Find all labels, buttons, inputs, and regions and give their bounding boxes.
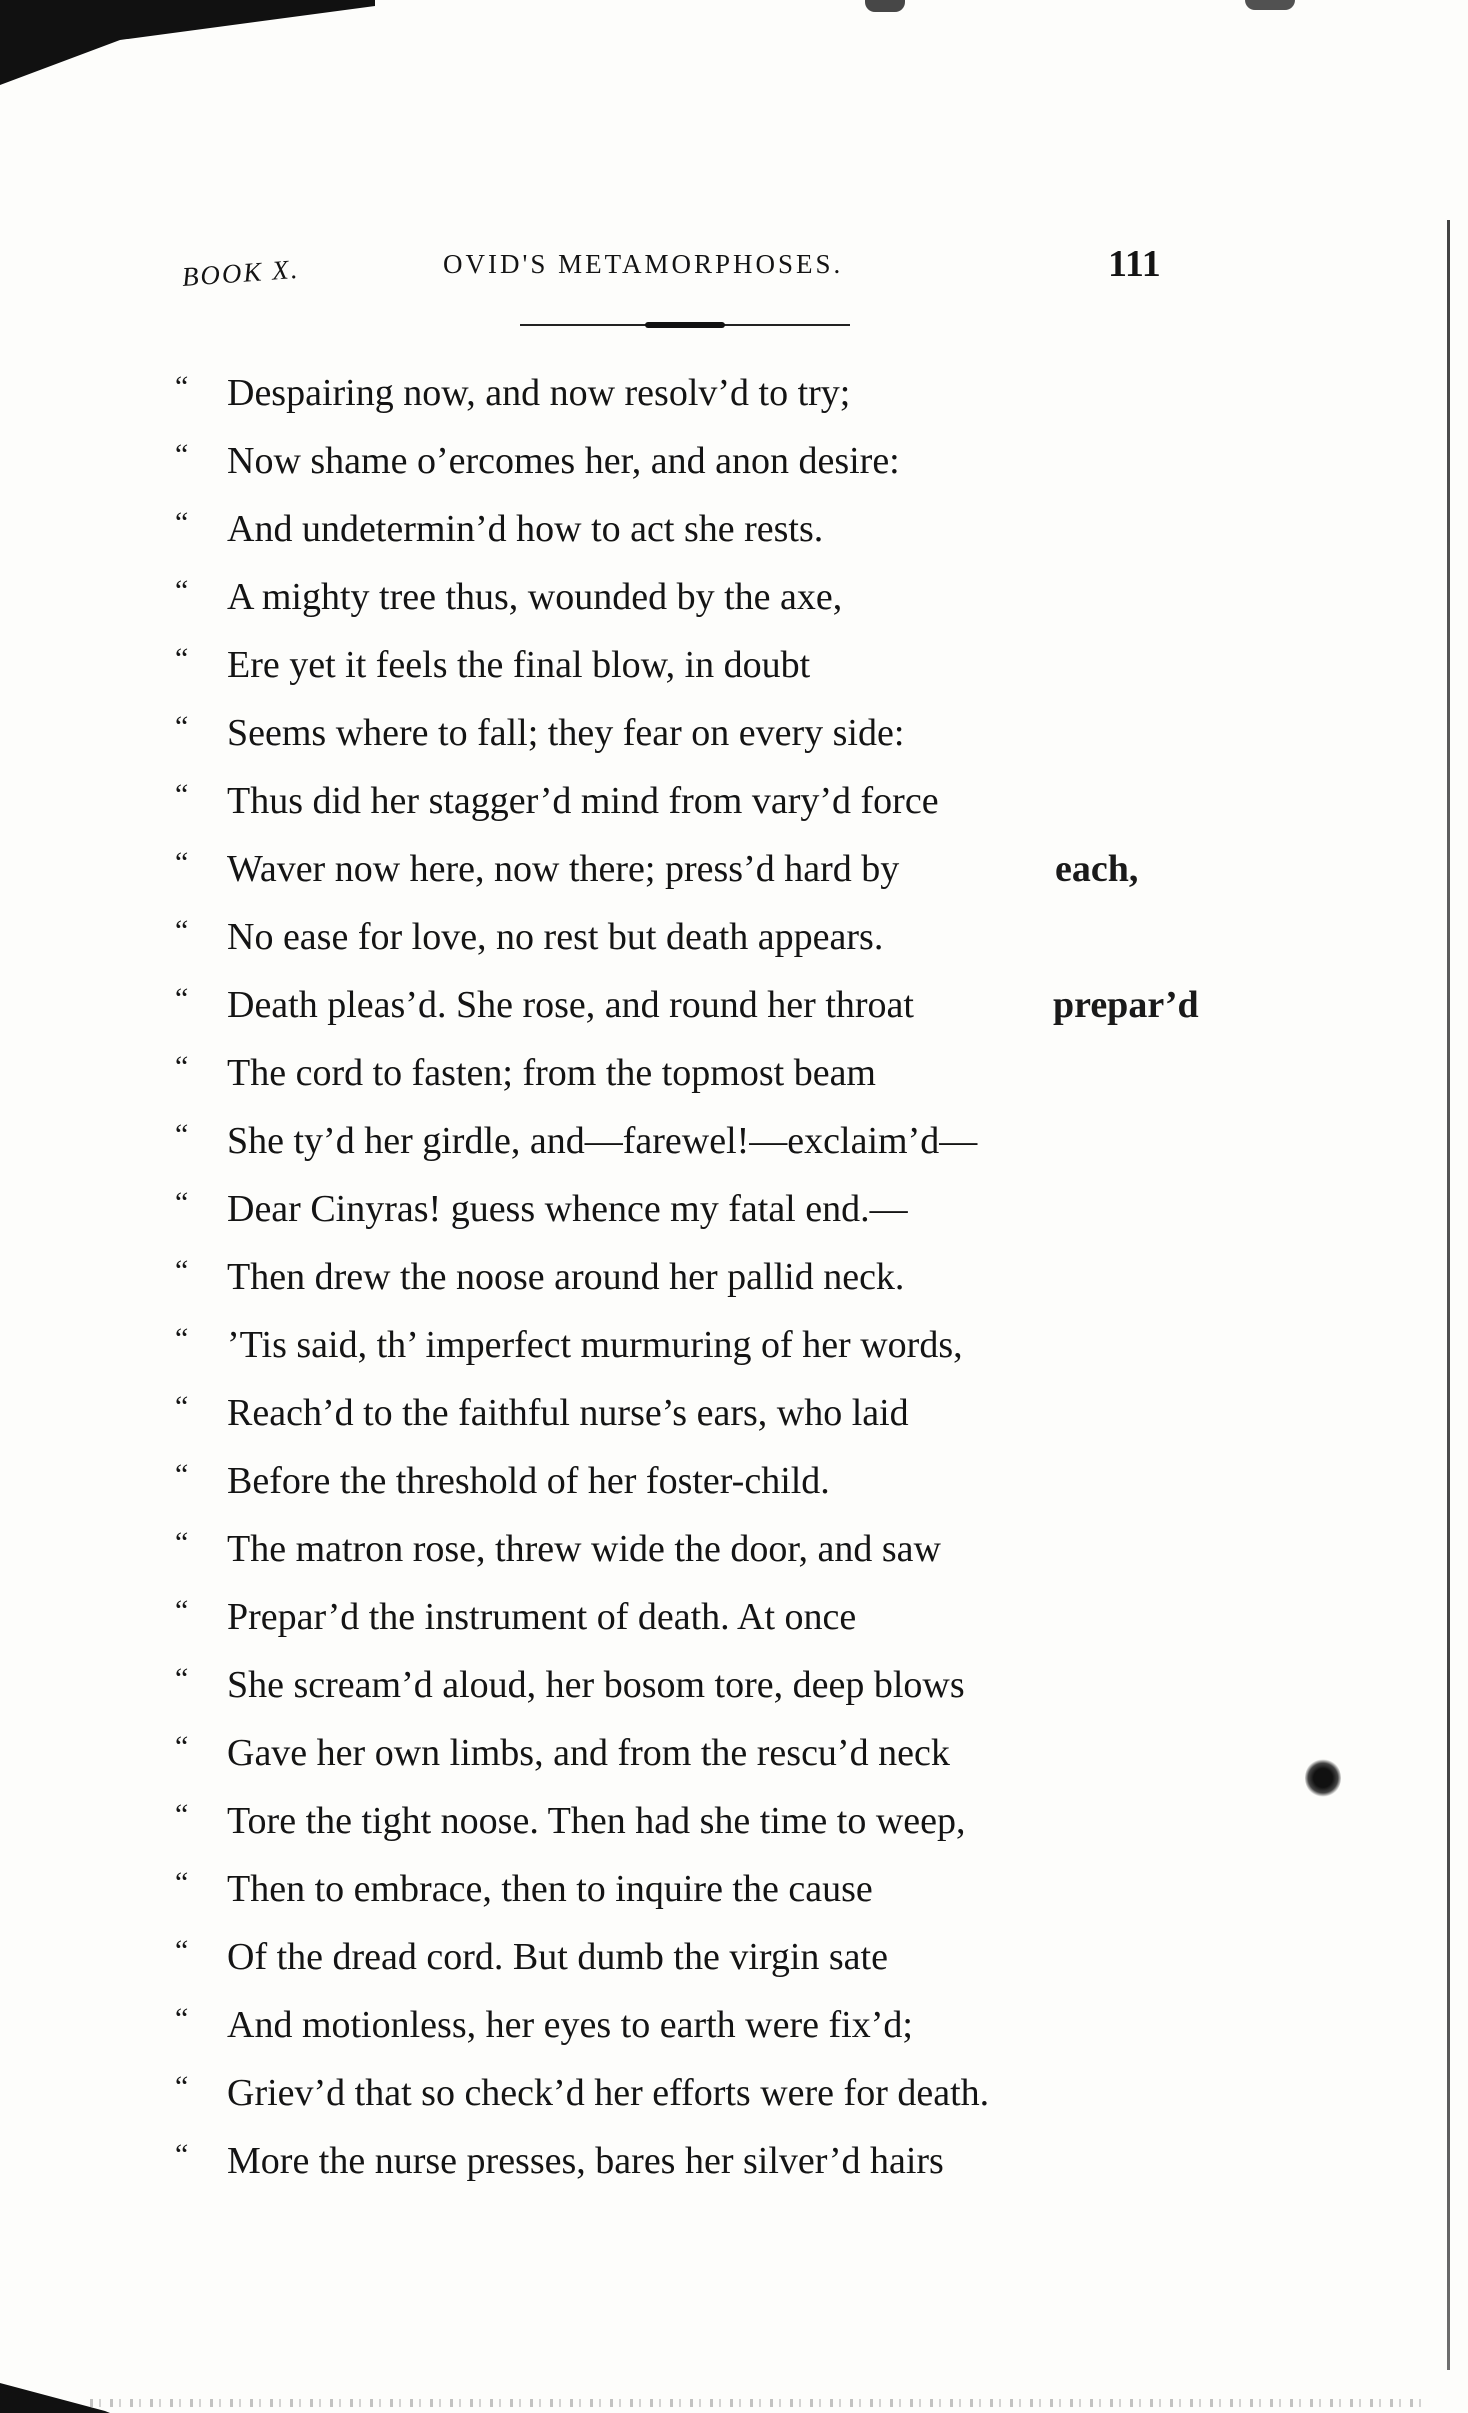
- verse-line: [175, 1448, 830, 1514]
- quote-mark: “: [175, 1662, 189, 1695]
- header-rule: [520, 324, 850, 326]
- quote-mark: “: [175, 710, 189, 743]
- quote-mark: “: [175, 1458, 189, 1491]
- verse-text: Despairing now, and now resolv’d to try;: [227, 372, 851, 414]
- running-head-title: OVID'S METAMORPHOSES.: [443, 249, 844, 279]
- verse-line: [175, 2060, 989, 2126]
- verse-line: [175, 1720, 950, 1786]
- quote-mark: “: [175, 2002, 189, 2035]
- verse-text: Then drew the noose around her pallid neck.: [227, 1256, 905, 1298]
- verse-text: And undetermin’d how to act she rests.: [227, 508, 824, 550]
- ink-blot: [1305, 1758, 1341, 1798]
- verse-line: [175, 1856, 873, 1922]
- scan-edge-shadow-top: [0, 0, 380, 90]
- quote-mark: “: [175, 1526, 189, 1559]
- verse-text: Thus did her stagger’d mind from vary’d force: [227, 780, 939, 822]
- verse-line: [175, 904, 883, 970]
- verse-line: [175, 1788, 966, 1854]
- verse-text: A mighty tree thus, wounded by the axe,: [227, 576, 843, 618]
- verse-line: [175, 1924, 888, 1990]
- verse-text: She scream’d aloud, her bosom tore, deep blows: [227, 1664, 965, 1706]
- verse-text: ’Tis said, th’ imperfect murmuring of her words,: [227, 1324, 963, 1366]
- scan-edge-shadow-right: [1447, 220, 1450, 2370]
- verse-line: [175, 1244, 904, 1310]
- quote-mark: “: [175, 1730, 189, 1763]
- verse-text: Tore the tight noose. Then had she time to weep,: [227, 1800, 966, 1842]
- verse-line: [175, 836, 899, 902]
- verse-line: [175, 1992, 913, 2058]
- scan-smudge: [865, 0, 905, 12]
- scan-noise-bottom: [90, 2399, 1428, 2407]
- quote-mark: “: [175, 1390, 189, 1423]
- verse-line: [175, 564, 842, 630]
- scan-smudge: [1245, 0, 1295, 10]
- verse-text: Death pleas’d. She rose, and round her throat: [227, 984, 914, 1026]
- verse-text: More the nurse presses, bares her silver’d hairs: [227, 2140, 944, 2182]
- verse-text: Griev’d that so check’d her efforts were for death.: [227, 2072, 990, 2114]
- quote-mark: “: [175, 370, 189, 403]
- quote-mark: “: [175, 574, 189, 607]
- verse-line: [175, 1312, 963, 1378]
- page-number: 111: [1108, 243, 1161, 285]
- verse-text: Now shame o’ercomes her, and anon desire:: [227, 440, 900, 482]
- verse-line: [175, 2128, 944, 2194]
- quote-mark: “: [175, 438, 189, 471]
- running-head-book: BOOK X.: [180, 253, 301, 292]
- verse-line: [175, 1584, 856, 1650]
- verse-line: [175, 700, 904, 766]
- verse-line: [175, 428, 900, 494]
- verse-line: [175, 1652, 965, 1718]
- verse-text: The matron rose, threw wide the door, and saw: [227, 1528, 941, 1570]
- quote-mark: “: [175, 1594, 189, 1627]
- verse-line: [175, 632, 810, 698]
- quote-mark: “: [175, 1186, 189, 1219]
- bleed-through-text: prepar’d: [1053, 984, 1199, 1026]
- verse-text: Prepar’d the instrument of death. At once: [227, 1596, 857, 1638]
- verse-text: Gave her own limbs, and from the rescu’d neck: [227, 1732, 950, 1774]
- verse-text: Then to embrace, then to inquire the cause: [227, 1868, 873, 1910]
- verse-text: Reach’d to the faithful nurse’s ears, who laid: [227, 1392, 909, 1434]
- verse-text: Waver now here, now there; press’d hard by: [227, 848, 900, 890]
- verse-line: [175, 768, 939, 834]
- verse-line: [175, 1040, 876, 1106]
- quote-mark: “: [175, 914, 189, 947]
- quote-mark: “: [175, 846, 189, 879]
- quote-mark: “: [175, 506, 189, 539]
- quote-mark: “: [175, 1798, 189, 1831]
- verse-text: Ere yet it feels the final blow, in doubt: [227, 644, 811, 686]
- verse-line: [175, 360, 850, 426]
- verse-text: The cord to fasten; from the topmost beam: [227, 1052, 876, 1094]
- verse-line: [175, 496, 823, 562]
- verse-text: Dear Cinyras! guess whence my fatal end.—: [227, 1188, 908, 1230]
- quote-mark: “: [175, 2138, 189, 2171]
- quote-mark: “: [175, 2070, 189, 2103]
- quote-mark: “: [175, 1118, 189, 1151]
- quote-mark: “: [175, 1322, 189, 1355]
- quote-mark: “: [175, 1866, 189, 1899]
- verse-line: [175, 1516, 941, 1582]
- verse-text: She ty’d her girdle, and—farewel!—exclaim’d—: [227, 1120, 978, 1162]
- quote-mark: “: [175, 642, 189, 675]
- verse-line: [175, 1108, 977, 1174]
- verse-text: No ease for love, no rest but death appears.: [227, 916, 884, 958]
- quote-mark: “: [175, 1050, 189, 1083]
- quote-mark: “: [175, 778, 189, 811]
- quote-mark: “: [175, 1254, 189, 1287]
- verse-line: [175, 1176, 908, 1242]
- verse-text: Of the dread cord. But dumb the virgin sate: [227, 1936, 888, 1978]
- quote-mark: “: [175, 1934, 189, 1967]
- verse-text: Seems where to fall; they fear on every side:: [227, 712, 905, 754]
- verse-text: And motionless, her eyes to earth were fix’d;: [227, 2004, 913, 2046]
- bleed-through-text: each,: [1055, 848, 1139, 890]
- verse-line: [175, 1380, 909, 1446]
- quote-mark: “: [175, 982, 189, 1015]
- verse-line: [175, 972, 914, 1038]
- verse-text: Before the threshold of her foster-child.: [227, 1460, 830, 1502]
